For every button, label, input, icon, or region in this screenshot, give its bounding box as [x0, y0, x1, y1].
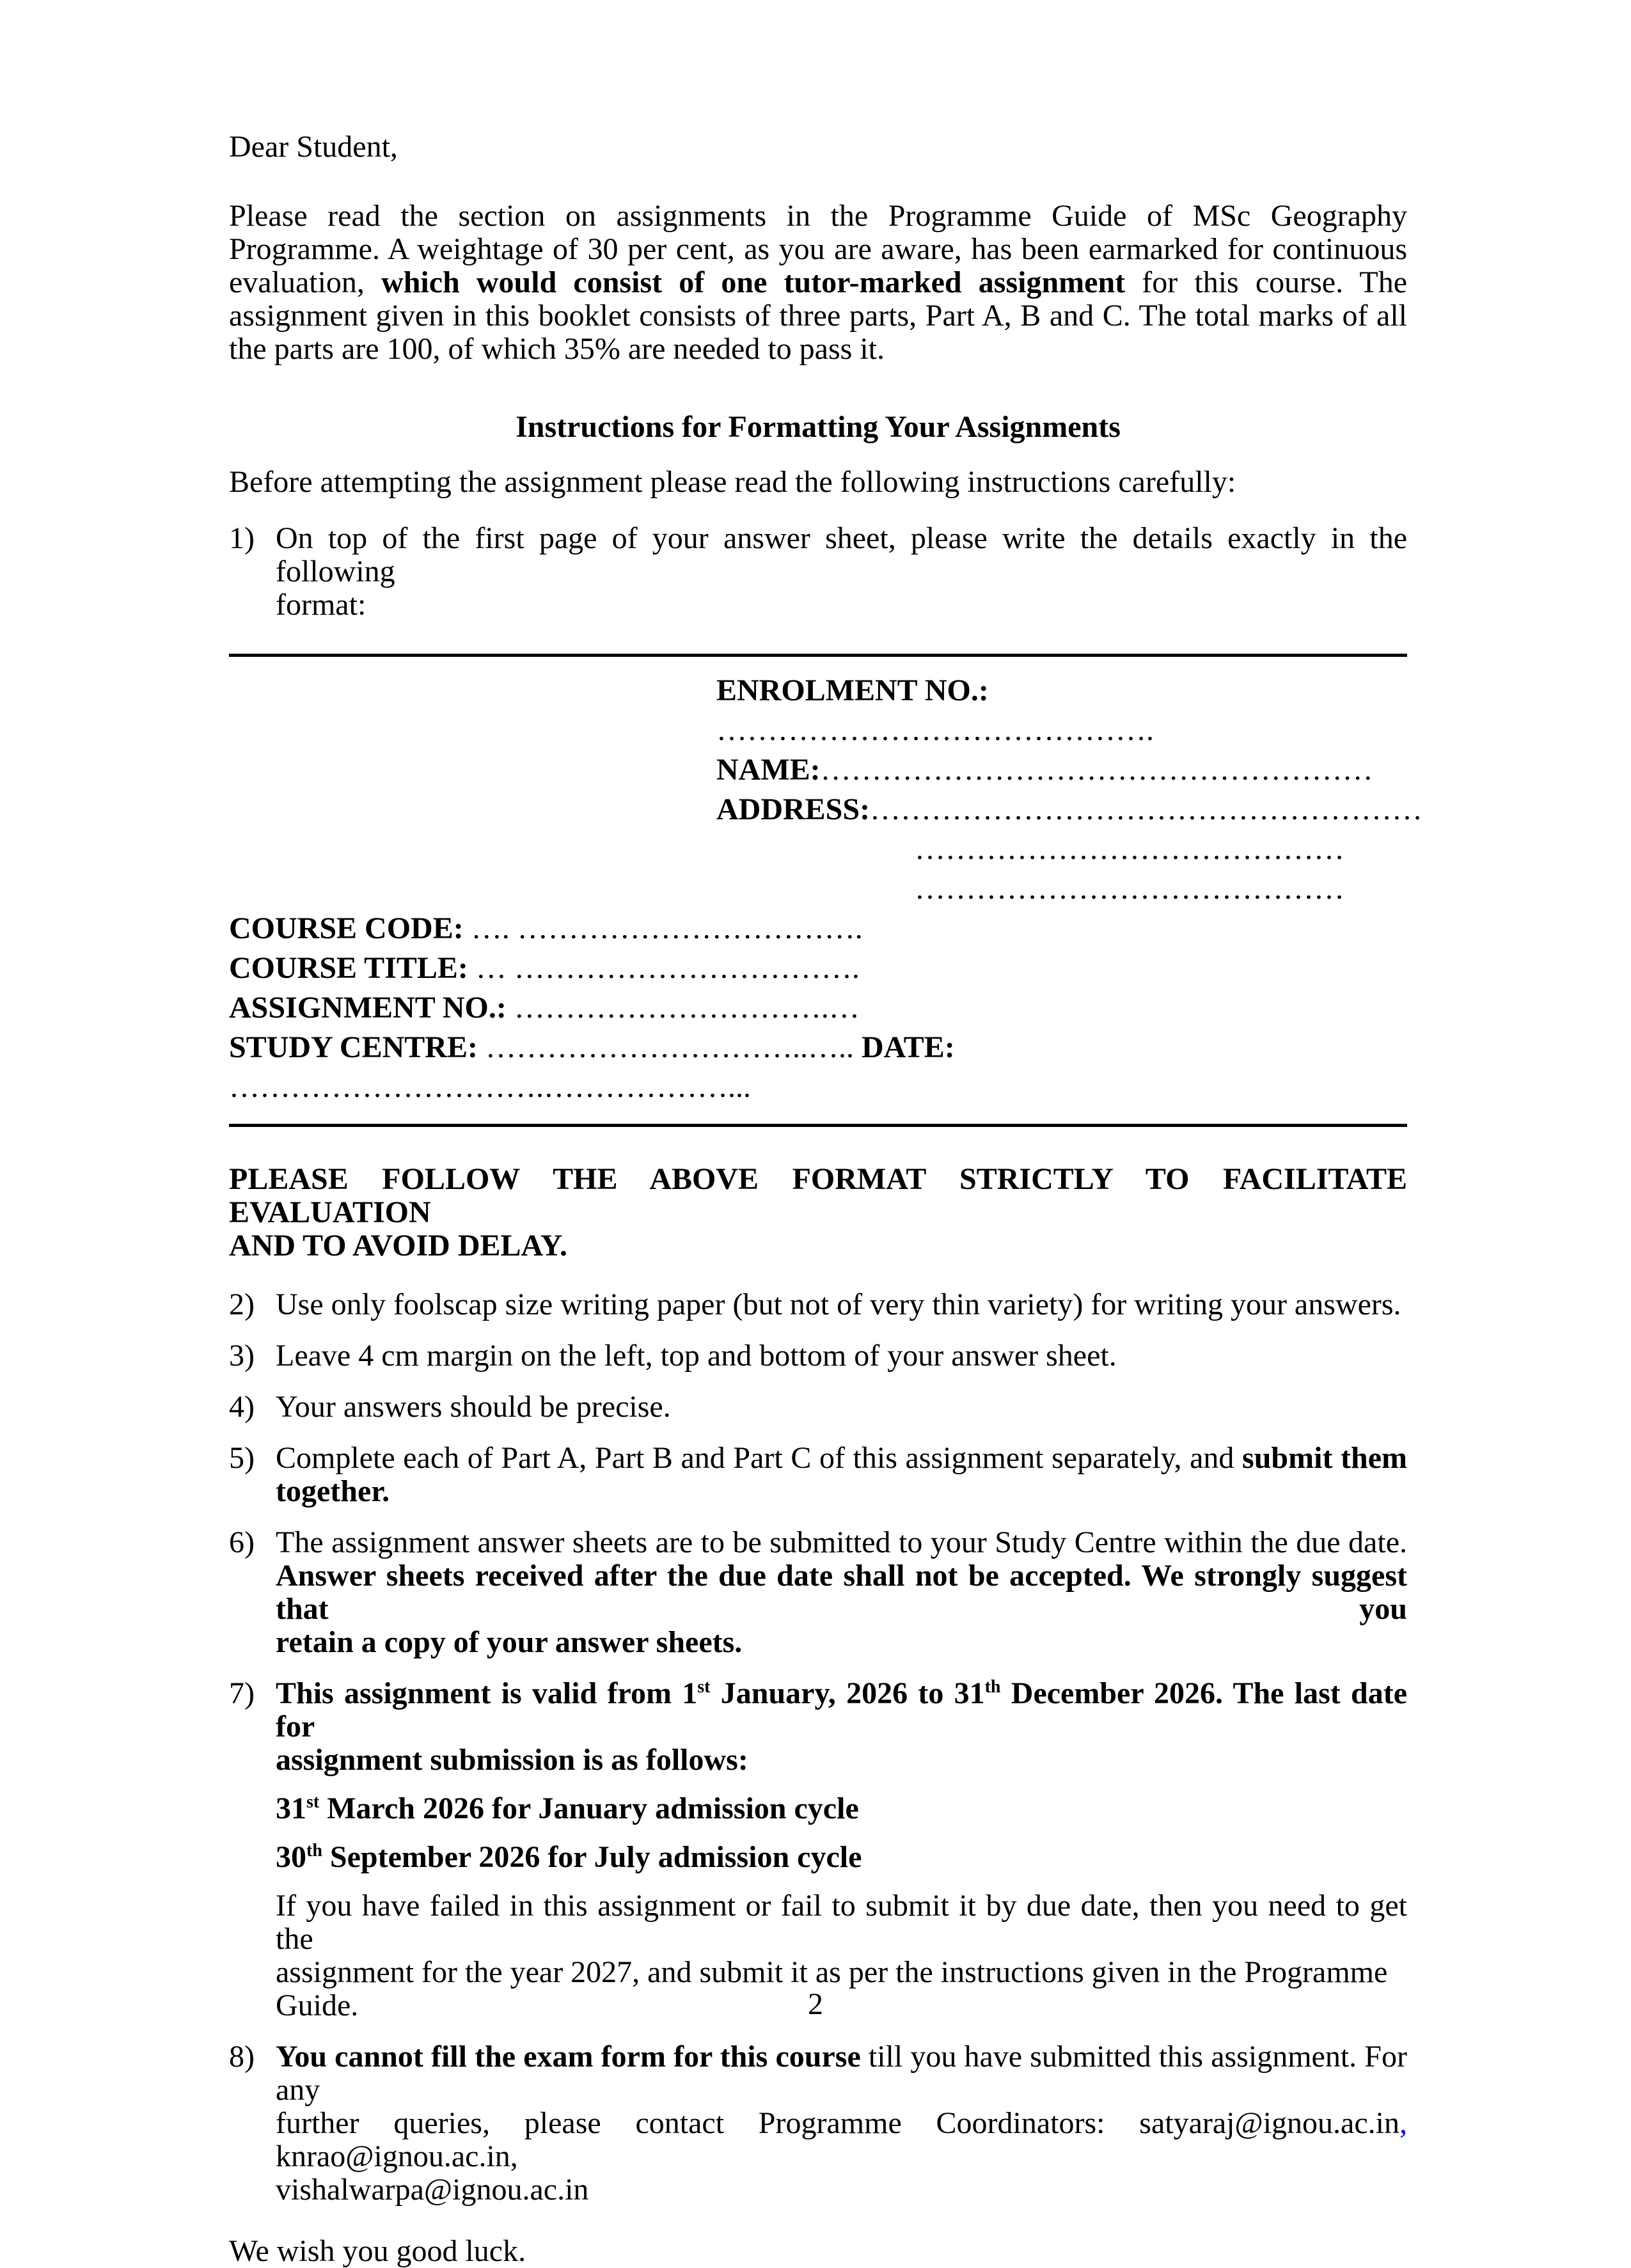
superscript-st: st [697, 1677, 711, 1697]
instruction-item-1 [229, 522, 1407, 622]
item-7-note-line-1: If you have failed in this assignment or fail to submit it by due date, then you need to get the [276, 1889, 1407, 1956]
assignment-no-row [229, 988, 1407, 1028]
page-number: 2 [808, 1987, 823, 2021]
intro-paragraph [229, 200, 1407, 366]
instruction-item-8 [229, 2040, 1407, 2207]
study-centre-date-row [229, 1028, 1407, 1107]
study-centre-dotted-line: …………………………..….. [477, 1030, 862, 1064]
coordinator-email-3: vishalwarpa@ignou.ac.in [276, 2173, 589, 2207]
instructions-lead: Before attempting the assignment please read the following instructions carefully: [229, 465, 1236, 499]
item-6-line-3: retain a copy of your answer sheets. [276, 1625, 743, 1659]
item-7-line-1: This assignment is valid from 1st January, 2026 to 31th December 2026. The last date for [276, 1676, 1408, 1744]
july-cycle-deadline: 30th September 2026 for July admission cycle [276, 1840, 862, 1874]
item-7-line-2: assignment submission is as follows: [276, 1743, 748, 1777]
item-2-number: 2) [229, 1288, 255, 1321]
date-dotted-line: ………………………….………………... [229, 1070, 751, 1104]
enrolment-label: ENROLMENT NO.: [716, 673, 989, 707]
item-5-line-1: Complete each of Part A, Part B and Part C of this assignment separately, and submit them [276, 1441, 1407, 1475]
course-code-label: COURSE CODE: [229, 911, 464, 945]
intro-line-5: the parts are 100, of which 35% are needed to pass it. [229, 332, 885, 366]
item-5-number: 5) [229, 1441, 255, 1475]
instruction-item-6 [229, 1526, 1407, 1659]
format-warning [229, 1163, 1407, 1263]
instruction-item-4 [229, 1390, 1407, 1424]
item-7-note-line-2: assignment for the year 2027, and submit it as per the instructions given in the Programme Guide. [276, 1955, 1388, 2022]
item-4-number: 4) [229, 1390, 255, 1424]
item-8-bold-phrase: You cannot fill the exam form for this course [276, 2040, 861, 2074]
address-label: ADDRESS: [716, 792, 871, 826]
coordinator-email-2: knrao@ignou.ac.in, [276, 2139, 518, 2173]
item-3-text: Leave 4 cm margin on the left, top and bottom of your answer sheet. [276, 1339, 1117, 1373]
email-link-comma[interactable]: , [1399, 2106, 1407, 2140]
item-6-line-2: Answer sheets received after the due date shall not be accepted. We strongly suggest that you [276, 1559, 1407, 1626]
item-1-number: 1) [229, 521, 255, 555]
instruction-item-7 [229, 1677, 1407, 2022]
intro-bold-phrase: which would consist of one tutor-marked assignment [381, 265, 1126, 299]
section-heading: Instructions for Formatting Your Assignments [516, 410, 1121, 444]
item-8-line-2 [276, 2107, 1407, 2173]
closing-note: We wish you good luck. [229, 2234, 526, 2268]
assignment-no-label: ASSIGNMENT NO.: [229, 991, 507, 1025]
item-2-text: Use only foolscap size writing paper (but not of very thin variety) for writing your answers. [276, 1288, 1401, 1321]
instruction-item-2 [229, 1288, 1407, 1321]
format-block [229, 657, 1423, 1124]
item-8-line-1: You cannot fill the exam form for this course till you have submitted this assignment. For any [276, 2040, 1407, 2107]
item-5-bold-phrase: submit them [1242, 1441, 1407, 1475]
january-cycle-deadline: 31st March 2026 for January admission cycle [276, 1792, 859, 1825]
course-title-dotted-line: … ……………………………. [468, 951, 860, 985]
intro-line-2: Programme. A weightage of 30 per cent, as you are aware, has been earmarked for continuous [229, 232, 1407, 266]
superscript-th: th [306, 1841, 322, 1861]
intro-line-3: evaluation, which would consist of one tutor-marked assignment for this course. The [229, 265, 1408, 299]
course-code-dotted-line: …. ……………………………. [463, 911, 863, 945]
assignment-no-dotted-line: ………………………….… [506, 991, 860, 1025]
format-warning-line-2: AND TO AVOID DELAY. [229, 1229, 568, 1263]
superscript-st: st [306, 1792, 320, 1812]
intro-line-4: assignment given in this booklet consists of three parts, Part A, B and C. The total marks of all [229, 299, 1407, 333]
name-row [716, 750, 1407, 790]
item-7-number: 7) [229, 1676, 255, 1710]
coordinator-email-1: further queries, please contact Programme Coordinators: satyaraj@ignou.ac.in [276, 2106, 1399, 2140]
enrolment-row [716, 671, 1407, 750]
address-continuation-line-1: …………………………………… [915, 832, 1344, 866]
course-code-row [229, 909, 1407, 949]
item-6-line-1: The assignment answer sheets are to be submitted to your Study Centre within the due date. [276, 1525, 1407, 1559]
salutation: Dear Student, [229, 130, 398, 164]
name-dotted-line: ……………………………………………… [820, 753, 1373, 787]
date-label: DATE: [861, 1030, 955, 1064]
name-label: NAME: [716, 753, 821, 787]
address-dotted-line: ……………………………………………… [870, 792, 1423, 826]
course-title-label: COURSE TITLE: [229, 951, 468, 985]
item-1-line-1: On top of the first page of your answer sheet, please write the details exactly in the following [276, 521, 1407, 588]
superscript-th: th [984, 1677, 1001, 1697]
item-5-line-2: together. [276, 1474, 390, 1508]
format-divider-bottom [229, 1124, 1407, 1127]
intro-line-1: Please read the section on assignments in the Programme Guide of MSc Geography [229, 199, 1407, 233]
enrolment-dotted-line: ……………………………………. [716, 713, 1154, 747]
item-6-number: 6) [229, 1525, 255, 1559]
item-4-text: Your answers should be precise. [276, 1390, 671, 1424]
item-1-line-2: format: [276, 588, 366, 622]
instruction-item-3 [229, 1339, 1407, 1373]
format-warning-line-1: PLEASE FOLLOW THE ABOVE FORMAT STRICTLY TO FACILITATE EVALUATION [229, 1162, 1407, 1229]
item-8-number: 8) [229, 2040, 255, 2074]
address-continuation-line-2: …………………………………… [915, 872, 1344, 906]
course-title-row [229, 949, 1407, 988]
instruction-item-5 [229, 1442, 1407, 1508]
study-centre-label: STUDY CENTRE: [229, 1030, 478, 1064]
item-3-number: 3) [229, 1339, 255, 1373]
address-row [716, 790, 1423, 830]
